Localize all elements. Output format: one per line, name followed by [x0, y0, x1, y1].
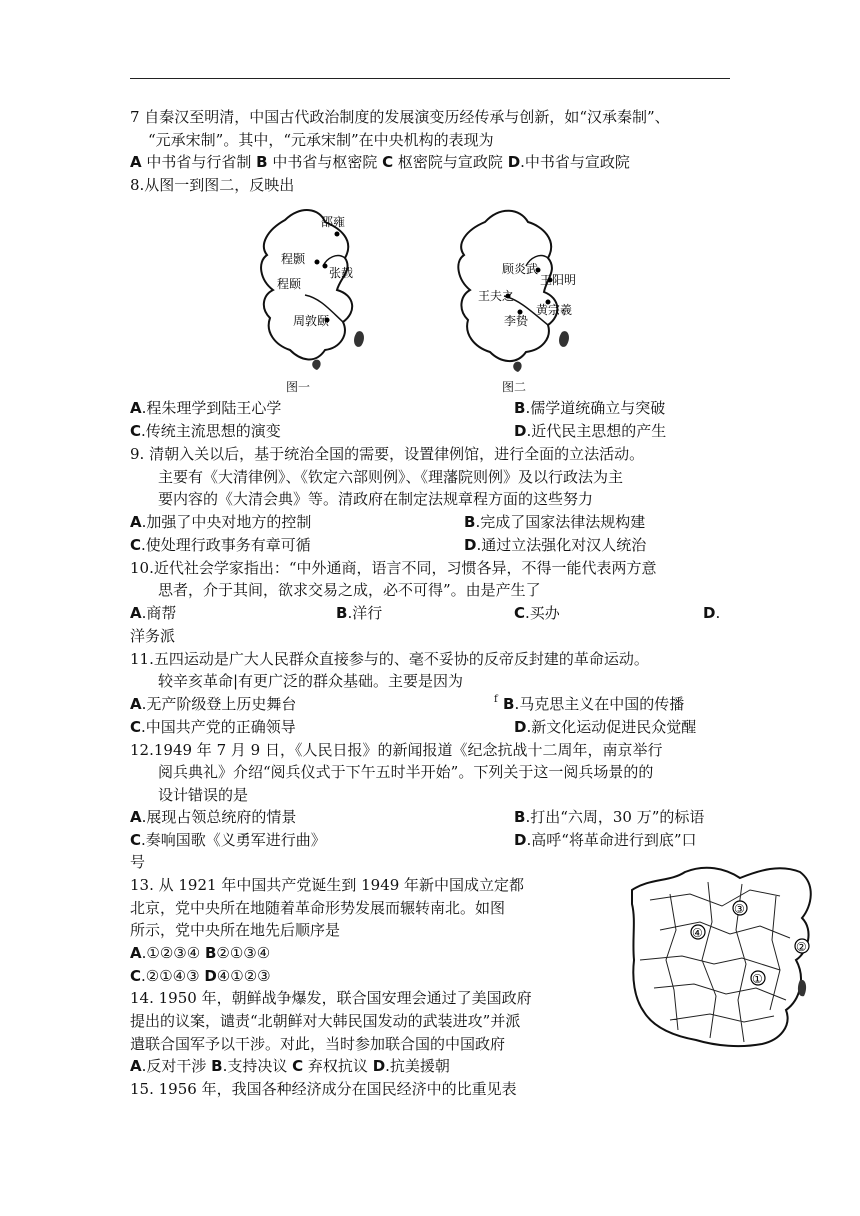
q7-stem-line2: “元承宋制”。其中，“元承宋制”在中央机构的表现为 — [148, 131, 494, 149]
q12-option-c: C.奏响国歌《义勇军进行曲》 — [130, 831, 326, 849]
map2-label-guyanwu: 顾炎武 — [502, 262, 539, 276]
q13-stem-line3: 所示，党中央所在地先后顺序是 — [130, 921, 341, 939]
q8-option-b: B.儒学道统确立与突破 — [514, 399, 666, 417]
map-marker-1: ① — [752, 972, 763, 986]
q13-stem-line2: 北京，党中央所在地随着革命形势发展而辗转南北。如图 — [130, 899, 506, 917]
option-d: D.抗美援朝 — [372, 1057, 450, 1075]
map2-label-wangfuzhi: 王夫之 — [478, 289, 515, 303]
option-a: A.①②③④ — [130, 944, 205, 962]
map1-label-zhangzai: 张载 — [329, 266, 354, 280]
map2-label-huangzongxi: 黄宗羲 — [536, 303, 573, 317]
q14-stem-line2: 提出的议案，谴责“北朝鲜对大韩民国发动的武装进攻”并派 — [130, 1012, 521, 1030]
map1-label-shaoyong: 邵雍 — [321, 215, 346, 229]
q9-option-a: A.加强了中央对地方的控制 — [130, 513, 312, 531]
q10-stem-line2: 思者，介于其间，欲求交易之成，必不可得”。由是产生了 — [158, 581, 541, 599]
q9-stem-line1: 9. 清朝入关以后，基于统治全国的需要，设置律例馆，进行全面的立法活动。 — [130, 445, 645, 463]
q15-stem-line1: 15. 1956 年，我国各种经济成分在国民经济中的比重见表 — [130, 1080, 517, 1098]
option-d: D.中书省与宣政院 — [507, 153, 630, 171]
q12-option-a: A.展现占领总统府的情景 — [130, 808, 297, 826]
q8-option-a: A.程朱理学到陆王心学 — [130, 399, 282, 417]
q11-stray-mark: f — [494, 694, 498, 705]
option-a: A 中书省与行省制 — [130, 153, 257, 171]
q10-option-a: A.商帮 — [130, 604, 177, 622]
q7-options — [130, 152, 630, 172]
q11-option-c: C.中国共产党的正确领导 — [130, 718, 296, 736]
q10-option-d-wrap: 洋务派 — [130, 627, 176, 645]
option-b: B 中书省与枢密院 — [256, 153, 383, 171]
option-c: C 弃权抗议 — [292, 1057, 373, 1075]
q12-option-d: D.高呼“将革命进行到底”口 — [514, 831, 697, 849]
q9-stem-line2: 主要有《大清律例》、《钦定六部则例》、《理藩院则例》及以行政法为主 — [158, 468, 624, 486]
map-marker-4: ④ — [692, 926, 703, 940]
q8-stem: 8.从图一到图二，反映出 — [130, 176, 295, 194]
option-c: C 枢密院与宣政院 — [382, 153, 508, 171]
q12-stem-line2: 阅兵典礼》介绍“阅兵仪式于下午五时半开始”。下列关于这一阅兵场景的的 — [158, 763, 654, 781]
option-c: C.②①④③ — [130, 967, 205, 985]
q11-option-b: B.马克思主义在中国的传播 — [503, 695, 685, 713]
q7-stem-line1: 7 自秦汉至明清，中国古代政治制度的发展演变历经传承与创新，如“汉承秦制”、 — [130, 108, 670, 126]
q14-stem-line3: 遣联合国军予以干涉。对此，当时参加联合国的中国政府 — [130, 1035, 506, 1053]
q14-stem-line1: 14. 1950 年，朝鲜战争爆发，联合国安理会通过了美国政府 — [130, 989, 532, 1007]
option-d: D④①②③ — [204, 967, 271, 985]
q8-option-c: C.传统主流思想的演变 — [130, 422, 281, 440]
map-party-center-locations — [630, 860, 820, 1050]
q9-option-b: B.完成了国家法律法规构建 — [464, 513, 646, 531]
q14-options — [130, 1056, 450, 1076]
option-b: B.支持决议 — [211, 1057, 293, 1075]
map2-label-lizhi: 李贽 — [504, 314, 529, 328]
q11-stem-line2: 较辛亥革命|有更广泛的群众基础。主要是因为 — [158, 672, 464, 690]
q12-stem-line1: 12.1949 年 7 月 9 日，《人民日报》的新闻报道《纪念抗战十二周年，南京举行 — [130, 741, 663, 759]
option-a: A.反对干涉 — [130, 1057, 212, 1075]
q10-stem-line1: 10.近代社会学家指出：“中外通商，语言不同，习惯各异，不得一能代表两方意 — [130, 559, 657, 577]
q9-option-d: D.通过立法强化对汉人统治 — [464, 536, 647, 554]
map1-label-zhoudunyi: 周敦颐 — [293, 314, 330, 328]
q11-option-d: D.新文化运动促进民众觉醒 — [514, 718, 697, 736]
q13-options-row2 — [130, 966, 271, 986]
map1-label-chenghao: 程颢 — [281, 252, 306, 266]
q10-option-b: B.洋行 — [336, 604, 383, 622]
q11-stem-line1: 11.五四运动是广大人民群众直接参与的、毫不妥协的反帝反封建的革命运动。 — [130, 650, 649, 668]
q9-option-c: C.使处理行政事务有章可循 — [130, 536, 311, 554]
map-figure-one — [245, 200, 375, 375]
map1-caption: 图一 — [286, 380, 311, 394]
q8-option-d: D.近代民主思想的产生 — [514, 422, 667, 440]
q11-option-a: A.无产阶级登上历史舞台 — [130, 695, 297, 713]
q9-stem-line3: 要内容的《大清会典》等。清政府在制定法规章程方面的这些努力 — [158, 490, 594, 508]
q12-stem-line3: 设计错误的是 — [158, 786, 249, 804]
q10-option-c: C.买办 — [514, 604, 560, 622]
q13-stem-line1: 13. 从 1921 年中国共产党诞生到 1949 年新中国成立定都 — [130, 876, 525, 894]
q12-option-b: B.打出“六周，30 万”的标语 — [514, 808, 705, 826]
header-rule — [130, 78, 730, 79]
map-figure-two — [440, 200, 580, 375]
q12-option-d-wrap: 号 — [130, 853, 146, 871]
q10-option-d: D. — [703, 604, 721, 622]
map2-label-wangyangming: 王阳明 — [540, 273, 577, 287]
map1-label-chengyi: 程颐 — [277, 277, 302, 291]
q13-options-row1 — [130, 943, 270, 963]
map2-caption: 图二 — [502, 380, 527, 394]
option-b: B②①③④ — [204, 944, 271, 962]
map-marker-3: ③ — [734, 902, 745, 916]
map-marker-2: ② — [796, 940, 807, 954]
